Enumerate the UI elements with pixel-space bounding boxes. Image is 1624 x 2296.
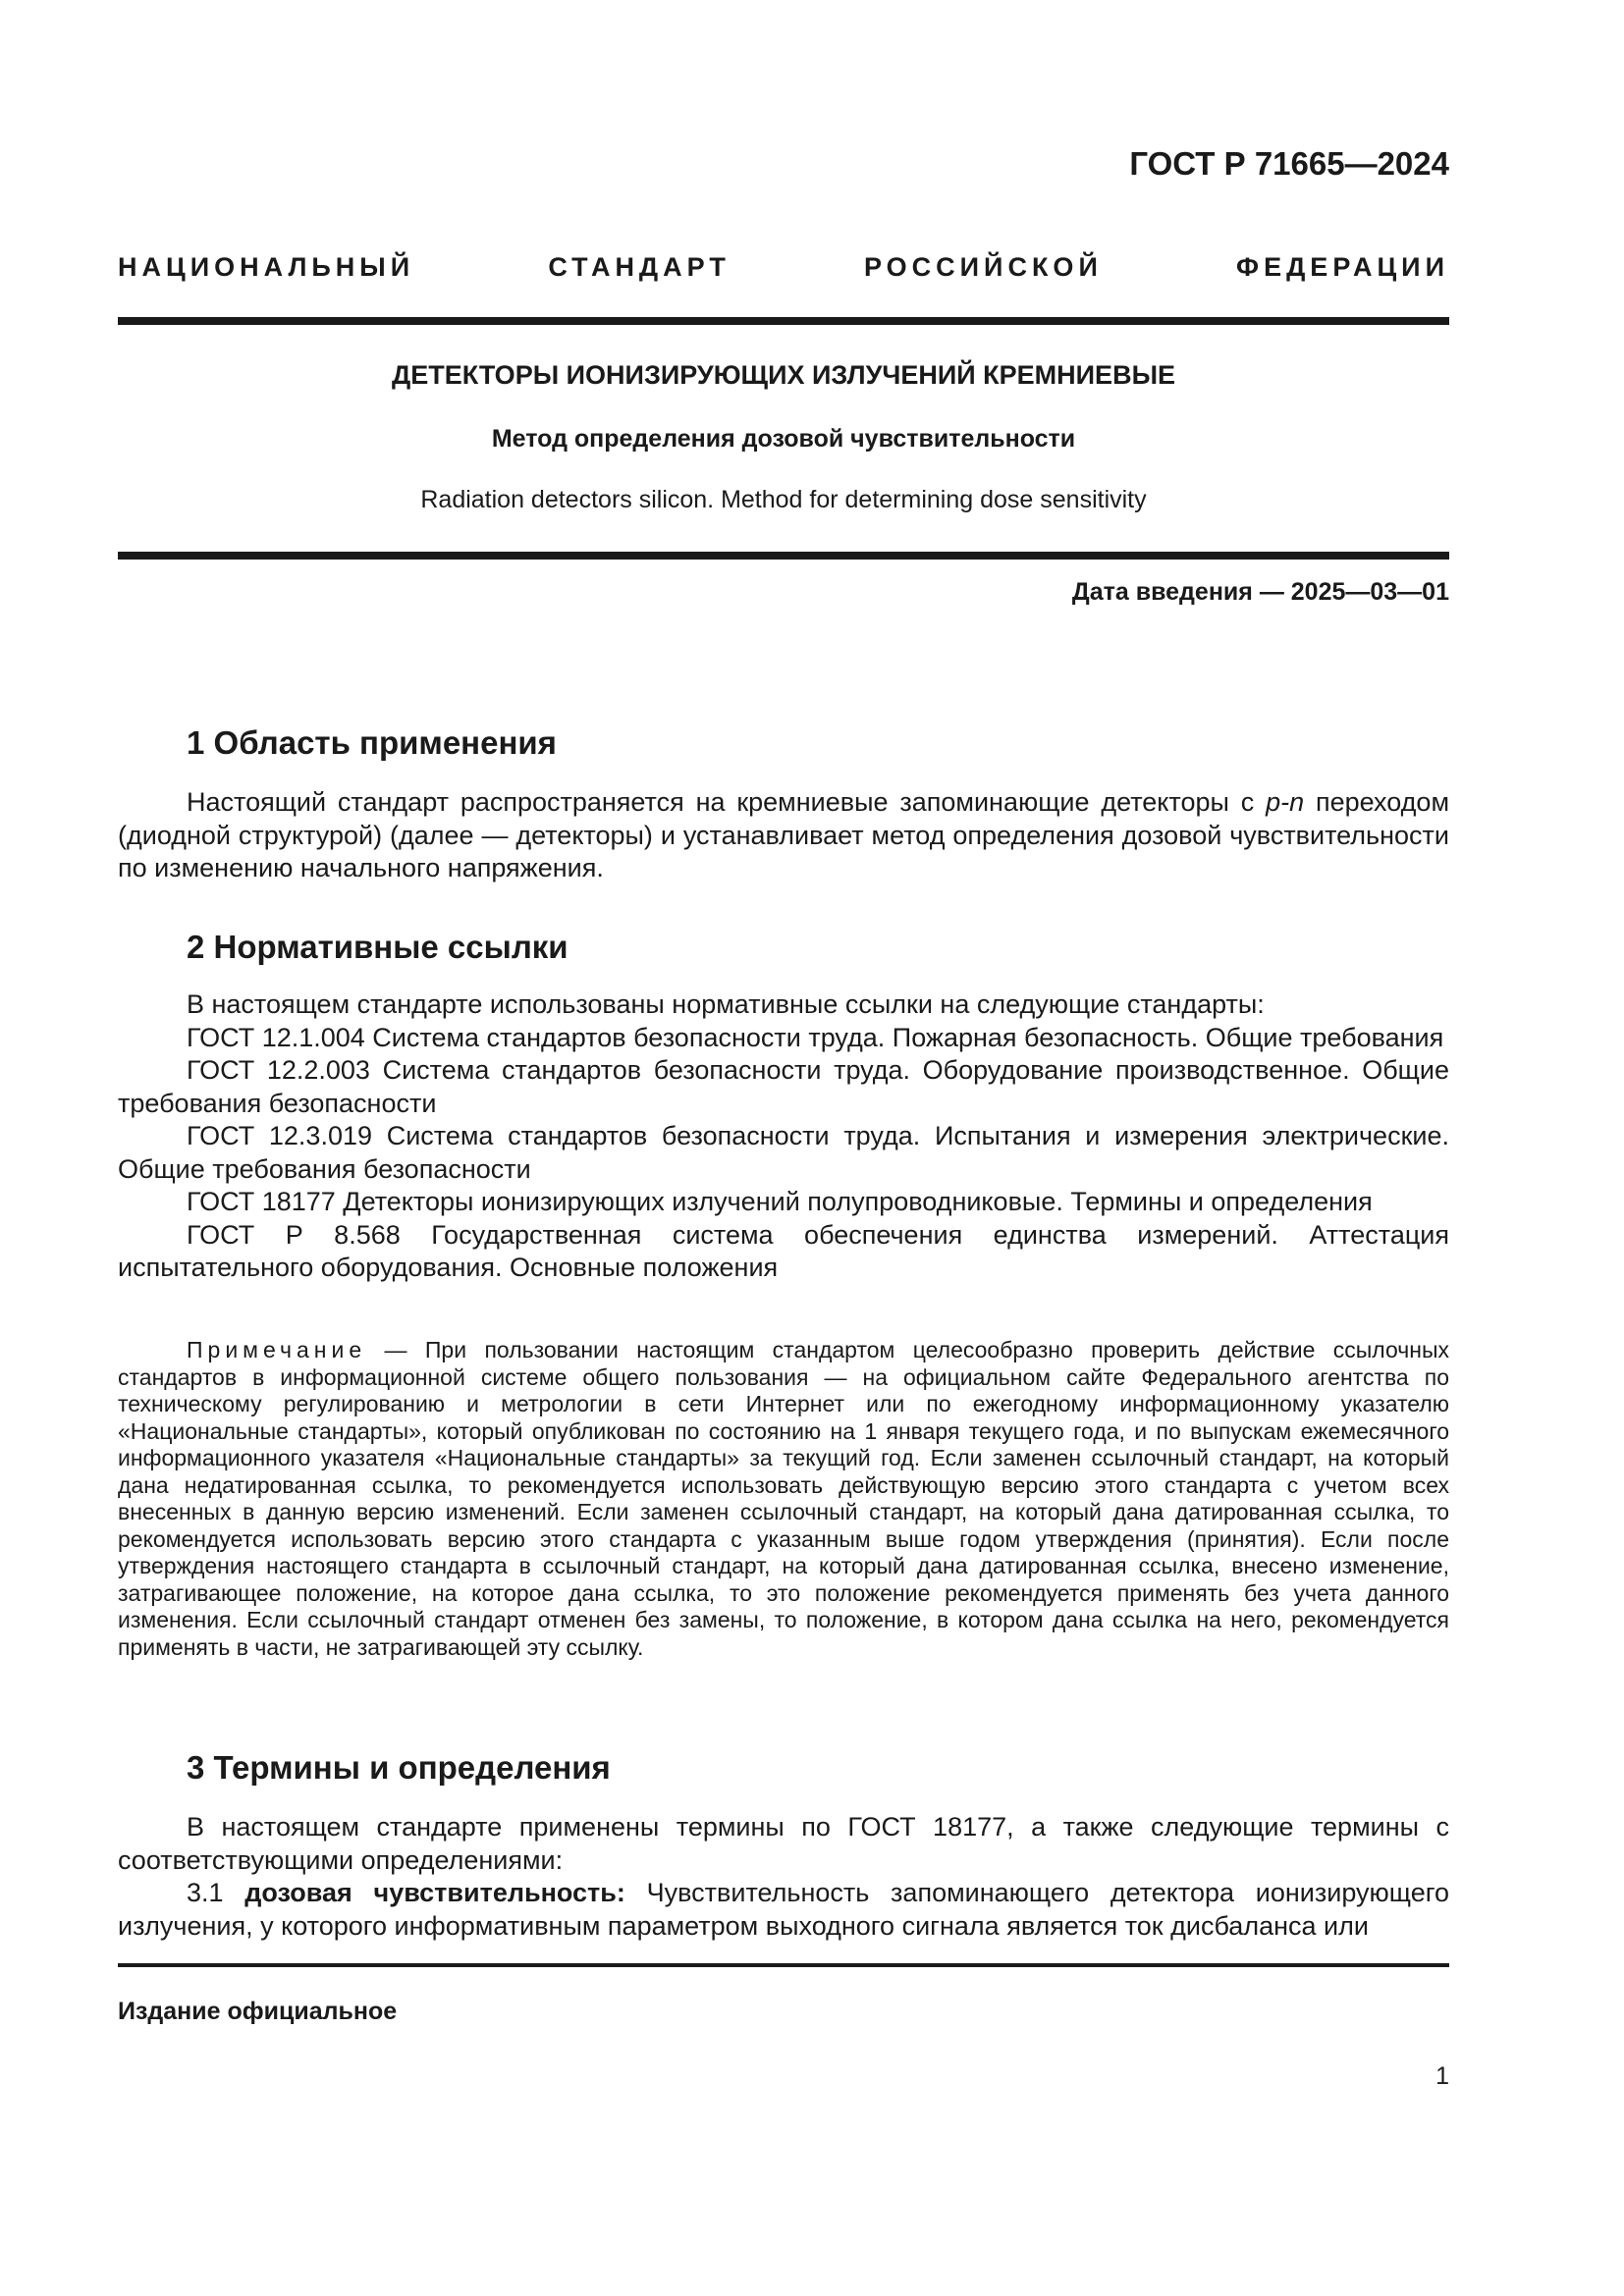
note-label: Примечание bbox=[187, 1337, 367, 1362]
header-rule bbox=[118, 317, 1449, 325]
note-text: — При пользовании настоящим стандартом целесообразно проверить действие ссылочных стандартов в информационной системе общего пользования — на официальном сайте Федерального агентства по техническому регулированию и метрологии в сети Интернет или по ежегодному информационному указателю «Национальные стандарты», который опубликован по состоянию на 1 января текущего года, и по выпускам ежемесячного информационного указателя «Национальные стандарты» за текущий год. Если заменен ссылочный стандарт, на который дана недатированная ссылка, то рекомендуется использовать действующую версию этого стандарта с учетом всех внесенных в данную версию изменений. Если заменен ссылочный стандарт, на который дана датированная ссылка, то рекомендуется использовать версию этого стандарта с указанным выше годом утверждения (принятия). Если после утверждения настоящего стандарта в ссылочный стандарт, на который дана датированная ссылка, внесено изменение, затрагивающее положение, на которое дана ссылка, то это положение рекомендуется применять без учета данного изменения. Если ссылочный стандарт отменен без замены, то положение, в котором дана ссылка на него, рекомендуется применять в части, не затрагивающей эту ссылку. bbox=[118, 1337, 1449, 1660]
section-3-body bbox=[118, 1811, 1449, 1943]
section-3-heading: 3 Термины и определения bbox=[187, 1749, 611, 1786]
reference-item: ГОСТ 12.1.004 Система стандартов безопасности труда. Пожарная безопасность. Общие требования bbox=[187, 1022, 1444, 1052]
document-title-english: Radiation detectors silicon. Method for determining dose sensitivity bbox=[420, 486, 1147, 513]
section-2-intro: В настоящем стандарте использованы нормативные ссылки на следующие стандарты: bbox=[187, 989, 1265, 1019]
national-standard-label: НАЦИОНАЛЬНЫЙ СТАНДАРТ РОССИЙСКОЙ ФЕДЕРАЦИИ bbox=[118, 252, 1449, 282]
section-2-heading: 2 Нормативные ссылки bbox=[187, 929, 568, 965]
page-number: 1 bbox=[1435, 2062, 1449, 2090]
section-1-body bbox=[118, 786, 1449, 885]
term-definition: 3.1 дозовая чувствительность: Чувствительность запоминающего детектора ионизирующего излучения, у которого информативным параметром выходного сигнала является ток дисбаланса или bbox=[118, 1878, 1449, 1941]
reference-item: ГОСТ 18177 Детекторы ионизирующих излучений полупроводниковые. Термины и определения bbox=[187, 1187, 1373, 1216]
document-number: ГОСТ Р 71665—2024 bbox=[1129, 145, 1449, 182]
section-3-intro: В настоящем стандарте применены термины по ГОСТ 18177, а также следующие термины с соответствующими определениями: bbox=[118, 1812, 1449, 1875]
official-edition-label: Издание официальное bbox=[118, 1998, 398, 2025]
reference-item: ГОСТ Р 8.568 Государственная система обеспечения единства измерений. Аттестация испытательного оборудования. Основные положения bbox=[118, 1219, 1449, 1282]
title-rule bbox=[118, 552, 1449, 560]
term-name: дозовая чувствительность: bbox=[244, 1878, 625, 1907]
introduction-date: Дата введения — 2025—03—01 bbox=[1071, 578, 1449, 606]
document-subtitle: Метод определения дозовой чувствительности bbox=[491, 425, 1076, 453]
footer-rule bbox=[118, 1963, 1449, 1967]
section-1-paragraph: Настоящий стандарт распространяется на кремниевые запоминающие детекторы с p-n переходом (диодной структурой) (далее — детекторы) и устанавливает метод определения дозовой чувствительности по изменению начального напряжения. bbox=[118, 787, 1450, 882]
reference-item: ГОСТ 12.2.003 Система стандартов безопасности труда. Оборудование производственное. Общие требования безопасности bbox=[118, 1055, 1449, 1118]
document-title: ДЕТЕКТОРЫ ИОНИЗИРУЮЩИХ ИЗЛУЧЕНИЙ КРЕМНИЕВЫЕ bbox=[391, 360, 1176, 390]
section-2-body bbox=[118, 988, 1449, 1285]
note-block bbox=[118, 1337, 1449, 1661]
reference-item: ГОСТ 12.3.019 Система стандартов безопасности труда. Испытания и измерения электрические. Общие требования безопасности bbox=[118, 1121, 1449, 1184]
section-1-heading: 1 Область применения bbox=[187, 724, 557, 761]
